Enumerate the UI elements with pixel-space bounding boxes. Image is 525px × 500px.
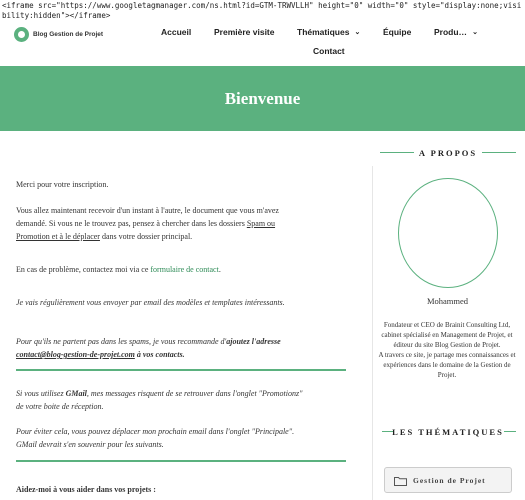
divider — [16, 460, 346, 462]
bio-text: Fondateur et CEO de Brainit Consulting Ltd, cabinet spécialisé en Management de Projet, et éditeur du site Blog Gestion de Projet. — [381, 321, 513, 349]
gmail-tip-paragraph — [16, 425, 346, 451]
sidebar-title-apropos: A PROPOS — [418, 148, 478, 158]
sidebar-title-themes: LES THÉMATIQUES — [392, 427, 504, 437]
newsletter-paragraph: Je vais régulièrement vous envoyer par email des modèles et templates intéressants. — [16, 298, 285, 307]
intro-paragraph — [16, 204, 346, 243]
nav-thematiques[interactable] — [297, 27, 360, 37]
text: Pour éviter cela, vous pouvez déplacer mon prochain email dans l'onglet "Principale". — [16, 427, 295, 436]
nav-premiere-visite[interactable] — [214, 27, 274, 37]
site-logo[interactable] — [14, 27, 103, 42]
page-title: Bienvenue — [224, 88, 301, 108]
nav-label: Première visite — [214, 27, 275, 37]
help-heading: Aidez-moi à vous aider dans vos projets : — [16, 485, 156, 494]
chevron-down-icon: ⌄ — [354, 29, 361, 36]
logo-icon — [14, 27, 29, 42]
text: , mes messages risquent de se retrouver dans l'onglet "Promotionz" — [86, 389, 303, 398]
text: de votre boite de réception. — [16, 402, 104, 411]
nav-label: Thématiques — [297, 27, 350, 37]
text: demandé. Si vous ne le trouvez pas, pensez à chercher dans les dossiers — [16, 219, 247, 228]
problem-paragraph — [16, 263, 346, 276]
sidebar-border — [372, 166, 373, 500]
nav-contact[interactable] — [313, 46, 345, 56]
nav-equipe[interactable] — [383, 27, 411, 37]
contact-form-link[interactable]: formulaire de contact — [150, 265, 219, 274]
welcome-banner — [0, 66, 525, 131]
text-bold: ajoutez l'adresse — [226, 337, 281, 346]
text-bold: GMail — [65, 389, 87, 398]
nav-produits[interactable] — [434, 27, 478, 37]
divider — [16, 369, 346, 371]
logo-text: Blog Gestion de Projet — [33, 31, 104, 38]
text: En cas de problème, contactez moi via ce — [16, 265, 151, 274]
thanks-text: Merci pour votre inscription. — [16, 180, 109, 189]
nav-label: Accueil — [161, 27, 192, 37]
text: . — [218, 265, 221, 274]
text: GMail devrait s'en souvenir pour les suivants. — [16, 440, 164, 449]
author-bio — [378, 320, 516, 380]
title-line — [482, 152, 516, 153]
promotion-link[interactable]: Promotion et à le déplacer — [16, 232, 100, 241]
folder-icon — [394, 476, 407, 485]
text-bold: à vos contacts. — [134, 350, 185, 359]
nav-accueil[interactable] — [161, 27, 191, 37]
bio-text: A travers ce site, je partage mes connaissances et expériences dans le domaine de la Gestion de Projet. — [378, 351, 516, 379]
nav-label: Contact — [313, 46, 345, 56]
leaked-iframe-code: <iframe src="https://www.googletagmanager.com/ns.html?id=GTM-TRWVLLH" height="0" width="0" style="display:none;visibility:hidden"></iframe> — [2, 1, 522, 20]
text: Vous allez maintenant recevoir d'un instant à l'autre, le document que vous m'avez — [16, 206, 279, 215]
chevron-down-icon: ⌄ — [472, 29, 478, 36]
gmail-paragraph — [16, 387, 346, 413]
text: Pour qu'ils ne partent pas dans les spams, je vous recommande d' — [16, 337, 227, 346]
nav-label: Équipe — [383, 27, 412, 37]
author-avatar — [398, 178, 498, 288]
author-name: Mohammed — [426, 296, 469, 306]
email-link[interactable]: contact@blog-gestion-de-projet.com — [16, 350, 135, 359]
category-gestion-de-projet[interactable] — [384, 467, 512, 493]
title-line — [504, 431, 516, 432]
spam-link[interactable]: Spam ou — [246, 219, 276, 228]
nav-label: Produ… — [434, 27, 468, 37]
spam-paragraph — [16, 335, 346, 361]
text: dans votre dossier principal. — [99, 232, 193, 241]
category-label: Gestion de Projet — [413, 475, 486, 485]
site-header — [0, 20, 525, 62]
text: Si vous utilisez — [16, 389, 66, 398]
